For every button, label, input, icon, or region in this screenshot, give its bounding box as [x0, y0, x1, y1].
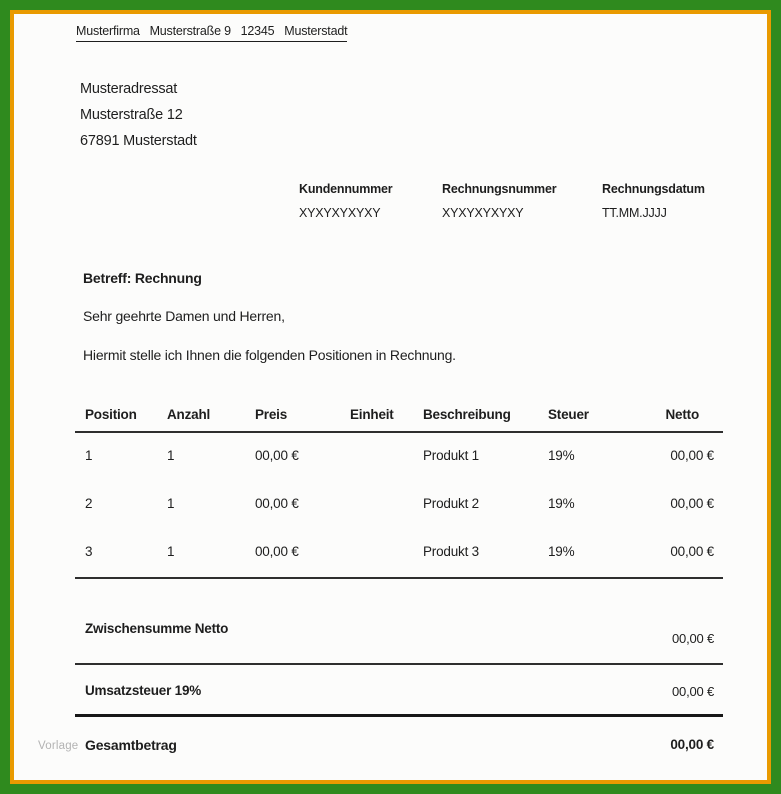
watermark-text: Vorlage [38, 740, 79, 752]
header-beschreibung: Beschreibung [423, 407, 511, 422]
cell-position: 1 [85, 448, 93, 463]
cell-preis: 00,00 € [255, 448, 299, 463]
cell-beschreibung: Produkt 3 [423, 544, 479, 559]
header-steuer: Steuer [548, 407, 589, 422]
cell-steuer: 19% [548, 448, 575, 463]
recipient-block [80, 76, 197, 154]
table-bottom-rule [75, 577, 723, 579]
cell-steuer: 19% [548, 544, 575, 559]
cell-anzahl: 1 [167, 544, 175, 559]
cell-preis: 00,00 € [255, 544, 299, 559]
intro-line: Hiermit stelle ich Ihnen die folgenden Positionen in Rechnung. [83, 347, 456, 363]
cell-position: 2 [85, 496, 93, 511]
header-anzahl: Anzahl [167, 407, 211, 422]
recipient-name: Musteradressat [80, 81, 178, 97]
invoice-number-value: XYXYXYXYXY [442, 206, 524, 220]
table-row [0, 544, 781, 562]
cell-beschreibung: Produkt 2 [423, 496, 479, 511]
salutation-line: Sehr geehrte Damen und Herren, [83, 308, 285, 324]
cell-anzahl: 1 [167, 496, 175, 511]
vat-value: 00,00 € [672, 684, 714, 699]
grand-total-rule [75, 714, 723, 717]
recipient-city: 67891 Musterstadt [80, 133, 197, 149]
grand-total-label: Gesamtbetrag [85, 737, 177, 753]
invoice-number-block [442, 182, 556, 220]
cell-netto: 00,00 € [670, 496, 714, 511]
table-row [0, 496, 781, 514]
header-einheit: Einheit [350, 407, 394, 422]
invoice-date-value: TT.MM.JJJJ [602, 206, 667, 220]
header-netto: Netto [665, 407, 699, 422]
cell-netto: 00,00 € [670, 544, 714, 559]
subtotal-label: Zwischensumme Netto [85, 621, 229, 636]
subtotal-value: 00,00 € [672, 631, 714, 646]
subtotal-rule [75, 663, 723, 665]
header-preis: Preis [255, 407, 288, 422]
header-position: Position [85, 407, 137, 422]
cell-position: 3 [85, 544, 93, 559]
table-header-rule [75, 431, 723, 433]
table-row [0, 448, 781, 466]
cell-preis: 00,00 € [255, 496, 299, 511]
items-table-header [0, 407, 781, 425]
cell-beschreibung: Produkt 1 [423, 448, 479, 463]
cell-netto: 00,00 € [670, 448, 714, 463]
customer-number-value: XYXYXYXYXY [299, 206, 381, 220]
sender-line: Musterfirma Musterstraße 9 12345 Musterstadt [76, 24, 347, 42]
customer-number-block [299, 182, 392, 220]
vat-label: Umsatzsteuer 19% [85, 683, 202, 698]
invoice-number-label: Rechnungsnummer [442, 182, 557, 196]
cell-anzahl: 1 [167, 448, 175, 463]
customer-number-label: Kundennummer [299, 182, 393, 196]
cell-steuer: 19% [548, 496, 575, 511]
subject-line: Betreff: Rechnung [83, 270, 202, 286]
invoice-date-block [602, 182, 705, 220]
invoice-date-label: Rechnungsdatum [602, 182, 705, 196]
grand-total-value: 00,00 € [670, 737, 714, 752]
recipient-street: Musterstraße 12 [80, 107, 183, 123]
